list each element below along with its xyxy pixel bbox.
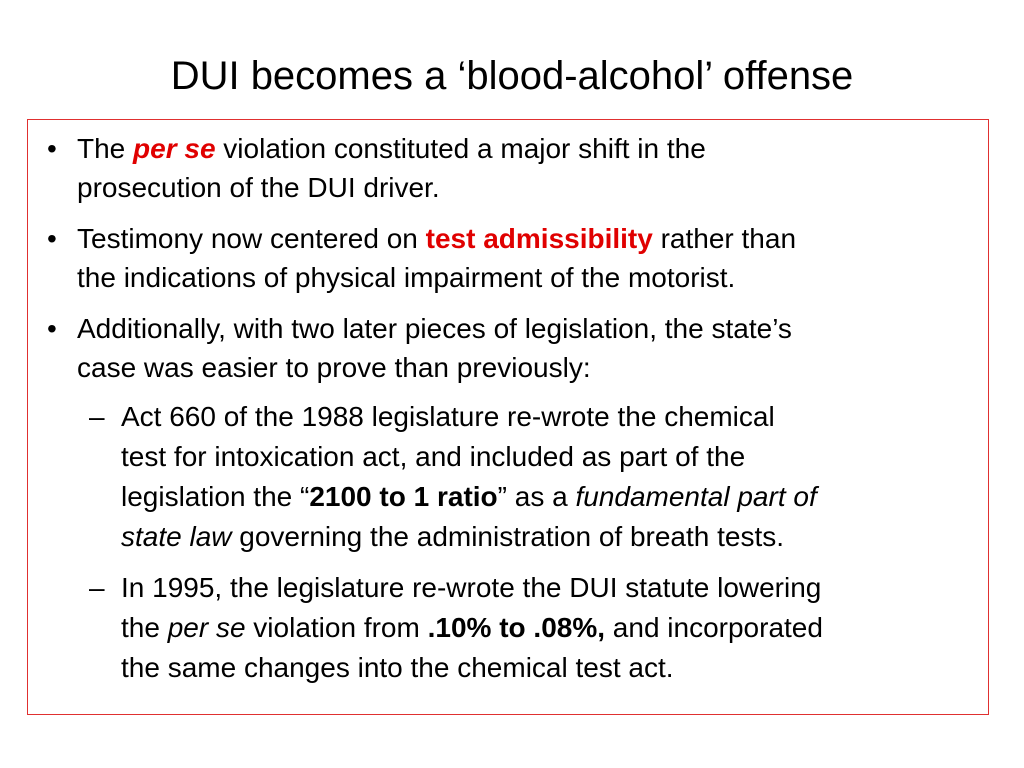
emphasis-fundamental: fundamental part of bbox=[575, 481, 817, 512]
sub-bullet-marker: – bbox=[89, 401, 105, 432]
text-run: violation from bbox=[245, 612, 428, 643]
text-run: legislation the “ bbox=[121, 481, 310, 512]
slide-title: DUI becomes a ‘blood-alcohol’ offense bbox=[170, 54, 854, 98]
bullet-marker: • bbox=[47, 223, 57, 254]
text-run: and incorporated bbox=[605, 612, 823, 643]
text-run: rather than bbox=[652, 223, 797, 254]
bullet-2-line-1 bbox=[77, 221, 977, 257]
bullet-2-line-2: the indications of physical impairment of the motorist. bbox=[77, 262, 736, 293]
text-run: governing the administration of breath tests. bbox=[231, 521, 785, 552]
bullet-3-line-1: Additionally, with two later pieces of legislation, the state’s bbox=[77, 313, 792, 344]
emphasis-ratio: 2100 to 1 ratio bbox=[309, 481, 498, 512]
sub-bullet-marker: – bbox=[89, 572, 105, 603]
emphasis-per-se-italic: per se bbox=[167, 612, 246, 643]
bullet-marker: • bbox=[47, 313, 57, 344]
text-run: violation constituted a major shift in the bbox=[215, 133, 706, 164]
text-run: The bbox=[77, 133, 134, 164]
bullet-1-line-2: prosecution of the DUI driver. bbox=[77, 172, 440, 203]
sub-bullet-1-line-1: Act 660 of the 1988 legislature re-wrote the chemical bbox=[121, 401, 775, 432]
bullet-3-line-2: case was easier to prove than previously: bbox=[77, 352, 591, 383]
sub-bullet-1-line-2: test for intoxication act, and included as part of the bbox=[121, 441, 746, 472]
sub-bullet-1-line-3 bbox=[121, 479, 981, 515]
sub-bullet-2-line-3: the same changes into the chemical test act. bbox=[121, 652, 674, 683]
bullet-1-line-1 bbox=[77, 131, 977, 167]
text-run: the bbox=[121, 612, 168, 643]
sub-bullet-2-line-2 bbox=[121, 610, 981, 646]
text-run: Testimony now centered on bbox=[77, 223, 426, 254]
emphasis-percent-change: .10% to .08%, bbox=[427, 612, 606, 643]
emphasis-per-se: per se bbox=[133, 133, 216, 164]
sub-bullet-1-line-4 bbox=[121, 519, 981, 555]
emphasis-test-admissibility: test admissibility bbox=[425, 223, 653, 254]
text-run: ” as a bbox=[497, 481, 576, 512]
sub-bullet-2-line-1: In 1995, the legislature re-wrote the DUI statute lowering bbox=[121, 572, 822, 603]
bullet-marker: • bbox=[47, 133, 57, 164]
emphasis-state-law: state law bbox=[121, 521, 232, 552]
